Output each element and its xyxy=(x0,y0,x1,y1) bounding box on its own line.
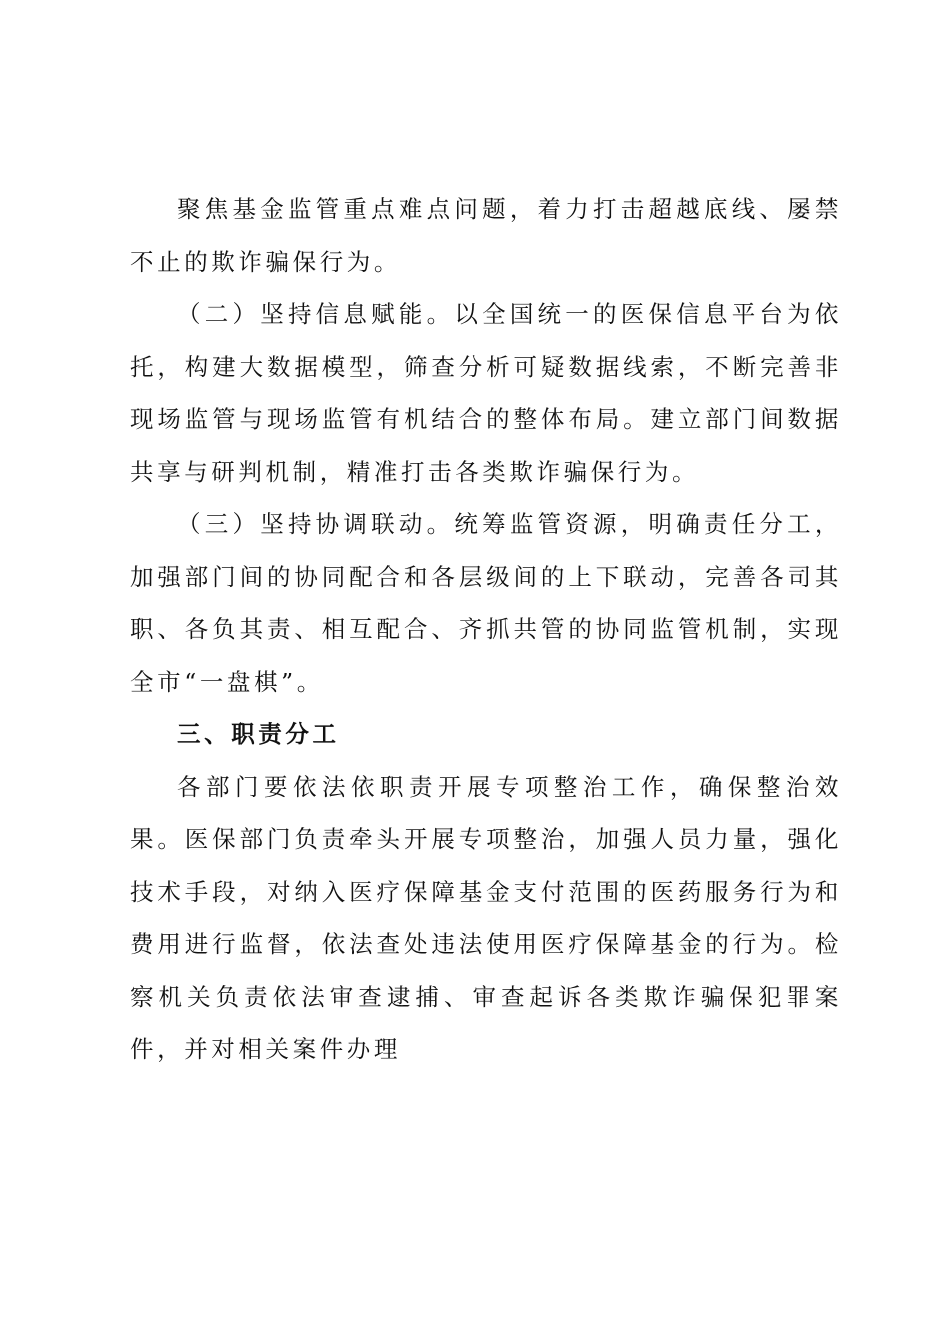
document-body xyxy=(130,183,842,1076)
paragraph-coordinated-linkage: （三）坚持协调联动。统筹监管资源，明确责任分工，加强部门间的协同配合和各层级间的上下联动，完善各司其职、各负其责、相互配合、齐抓共管的协同监管机制，实现全市“一盘棋”。 xyxy=(130,510,842,696)
paragraph-fund-supervision: 聚焦基金监管重点难点问题，着力打击超越底线、屡禁不止的欺诈骗保行为。 xyxy=(130,195,842,276)
paragraph-information-empowerment: （二）坚持信息赋能。以全国统一的医保信息平台为依托，构建大数据模型，筛查分析可疑数据线索，不断完善非现场监管与现场监管有机结合的整体布局。建立部门间数据共享与研判机制，精准打击各类欺诈骗保行为。 xyxy=(130,300,842,486)
section-heading-responsibilities: 三、职责分工 xyxy=(177,720,340,748)
paragraph-responsibilities: 各部门要依法依职责开展专项整治工作，确保整治效果。医保部门负责牵头开展专项整治，加强人员力量，强化技术手段，对纳入医疗保障基金支付范围的医药服务行为和费用进行监督，依法查处违法使用医疗保障基金的行为。检察机关负责依法审查逮捕、审查起诉各类欺诈骗保犯罪案件，并对相关案件办理 xyxy=(130,772,842,1063)
